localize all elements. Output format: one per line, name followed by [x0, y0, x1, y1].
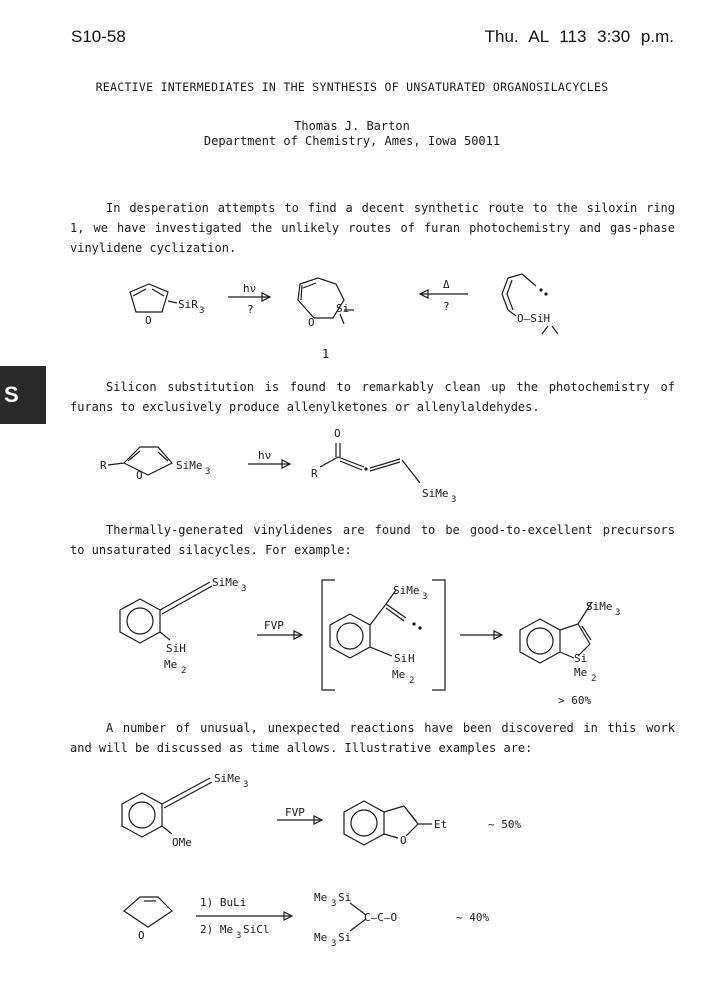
- svg-text:3: 3: [243, 780, 249, 790]
- svg-text:SiMe: SiMe: [422, 487, 449, 500]
- svg-text:3: 3: [241, 584, 247, 594]
- hv-arrow-2: [248, 449, 290, 468]
- svg-text:hν: hν: [258, 449, 272, 462]
- svg-text:1) BuLi: 1) BuLi: [200, 896, 247, 909]
- paragraph-2: Silicon substitution is found to remarkably clean up the photochemistry of furans to exclusively produce allenylketones or allenylaldehydes.: [70, 380, 675, 414]
- furan-sir3-structure: [130, 284, 204, 327]
- silyl-furan-structure: [100, 447, 210, 482]
- fvp-arrow-2: [277, 806, 322, 824]
- paragraph-3: Thermally-generated vinylidenes are found to be good-to-excellent precursors to unsaturated silacycles. For example:: [70, 523, 675, 557]
- reaction-arrow: [460, 631, 502, 639]
- section-tab: S: [0, 366, 46, 424]
- methoxy-alkyne-structure: [122, 772, 248, 849]
- svg-text:FVP: FVP: [285, 806, 305, 819]
- svg-text:OMe: OMe: [172, 836, 192, 849]
- svg-text:2: 2: [591, 674, 597, 684]
- session-time: Thu. AL 113 3:30 p.m.: [484, 27, 674, 46]
- svg-text:2: 2: [181, 666, 187, 676]
- svg-text:Δ: Δ: [443, 278, 450, 291]
- svg-text:H: H: [408, 652, 415, 665]
- svg-text:Me: Me: [314, 891, 328, 904]
- svg-text:FVP: FVP: [264, 619, 284, 632]
- yield-50: ~ 50%: [488, 818, 522, 831]
- svg-text:3: 3: [615, 608, 621, 618]
- session-code: S10-58: [71, 27, 126, 46]
- svg-text:3: 3: [331, 899, 337, 909]
- author-affiliation: Department of Chemistry, Ames, Iowa 50011: [203, 134, 501, 148]
- svg-text:?: ?: [247, 303, 254, 316]
- svg-text:R: R: [311, 467, 318, 480]
- silylketene-structure: [314, 891, 397, 949]
- fvp-arrow: [257, 619, 302, 639]
- svg-text:O: O: [138, 929, 145, 942]
- svg-text:SiH: SiH: [166, 642, 186, 655]
- svg-text:hν: hν: [243, 282, 257, 295]
- svg-text:Et: Et: [434, 818, 448, 831]
- svg-text:SiMe: SiMe: [393, 584, 420, 597]
- paragraph-1: In desperation attempts to find a decent synthetic route to the siloxin ring 1, we have investigated the unlikely routes of furan photochemistry and gas-phase vinylidene cyclization.: [70, 201, 675, 255]
- svg-text:2) Me: 2) Me: [200, 923, 234, 936]
- svg-text:O: O: [400, 834, 407, 847]
- svg-text:?: ?: [443, 300, 450, 313]
- svg-text:SiCl: SiCl: [243, 923, 270, 936]
- svg-text:O—SiH: O—SiH: [517, 312, 551, 325]
- svg-text:Me: Me: [574, 666, 588, 679]
- svg-text:R: R: [100, 459, 107, 472]
- vinylidene-intermediate-bracket: [322, 580, 445, 690]
- paragraph-4: A number of unusual, unexpected reactions have been discovered in this work and will be discussed as time allows. Illustrative examples are:: [70, 721, 675, 755]
- svg-text:SiMe: SiMe: [214, 772, 241, 785]
- svg-text:Si: Si: [574, 652, 588, 665]
- scheme-dihydrofuran-silylation: [0, 875, 704, 955]
- svg-text:SiMe: SiMe: [176, 459, 203, 472]
- hv-arrow: [228, 282, 270, 316]
- svg-text:SiR: SiR: [178, 298, 198, 311]
- svg-text:3: 3: [236, 931, 242, 941]
- yield-40: ~ 40%: [456, 911, 490, 924]
- svg-text:C—C—O: C—C—O: [364, 911, 398, 924]
- svg-text:O: O: [308, 316, 315, 329]
- svg-text:Si: Si: [394, 652, 408, 665]
- svg-text:O: O: [136, 469, 143, 482]
- yield-60: > 60%: [558, 694, 592, 707]
- svg-text:SiMe: SiMe: [212, 576, 239, 589]
- vinylidene-precursor-structure: [502, 274, 558, 334]
- svg-text:Me: Me: [314, 931, 328, 944]
- author-name: Thomas J. Barton: [294, 119, 410, 133]
- siloxin-ring-structure: [298, 278, 354, 329]
- benzofuran-structure: [344, 801, 447, 847]
- svg-text:3: 3: [331, 939, 337, 949]
- abstract-title: REACTIVE INTERMEDIATES IN THE SYNTHESIS OF UNSATURATED ORGANOSILACYCLES: [95, 80, 609, 94]
- svg-text:Si: Si: [336, 302, 350, 315]
- svg-text:3: 3: [205, 467, 211, 477]
- svg-text:O: O: [145, 314, 152, 327]
- svg-text:3: 3: [451, 495, 457, 505]
- scheme-vinylidene-cyclization: [0, 570, 704, 710]
- scheme-methoxy-fvp: [0, 768, 704, 858]
- reagent-arrow: [196, 896, 292, 941]
- silylethynyl-benzene-structure: [120, 576, 246, 676]
- svg-text:2: 2: [409, 676, 415, 686]
- svg-text:Si: Si: [338, 931, 352, 944]
- scheme-furan-photochemistry: [0, 270, 704, 365]
- dihydrofuran-structure: [124, 897, 172, 942]
- svg-text:3: 3: [199, 306, 205, 316]
- svg-text:Me: Me: [164, 658, 178, 671]
- scheme-silyl-furan-photolysis: [0, 425, 704, 505]
- svg-text:Me: Me: [392, 668, 406, 681]
- svg-text:O: O: [334, 427, 341, 440]
- delta-arrow: [420, 278, 468, 313]
- svg-text:SiMe: SiMe: [586, 600, 613, 613]
- svg-text:3: 3: [422, 592, 428, 602]
- compound-number: 1: [322, 347, 330, 361]
- allenylketone-structure: [311, 427, 456, 505]
- benzosilole-structure: [520, 600, 620, 684]
- svg-text:Si: Si: [338, 891, 352, 904]
